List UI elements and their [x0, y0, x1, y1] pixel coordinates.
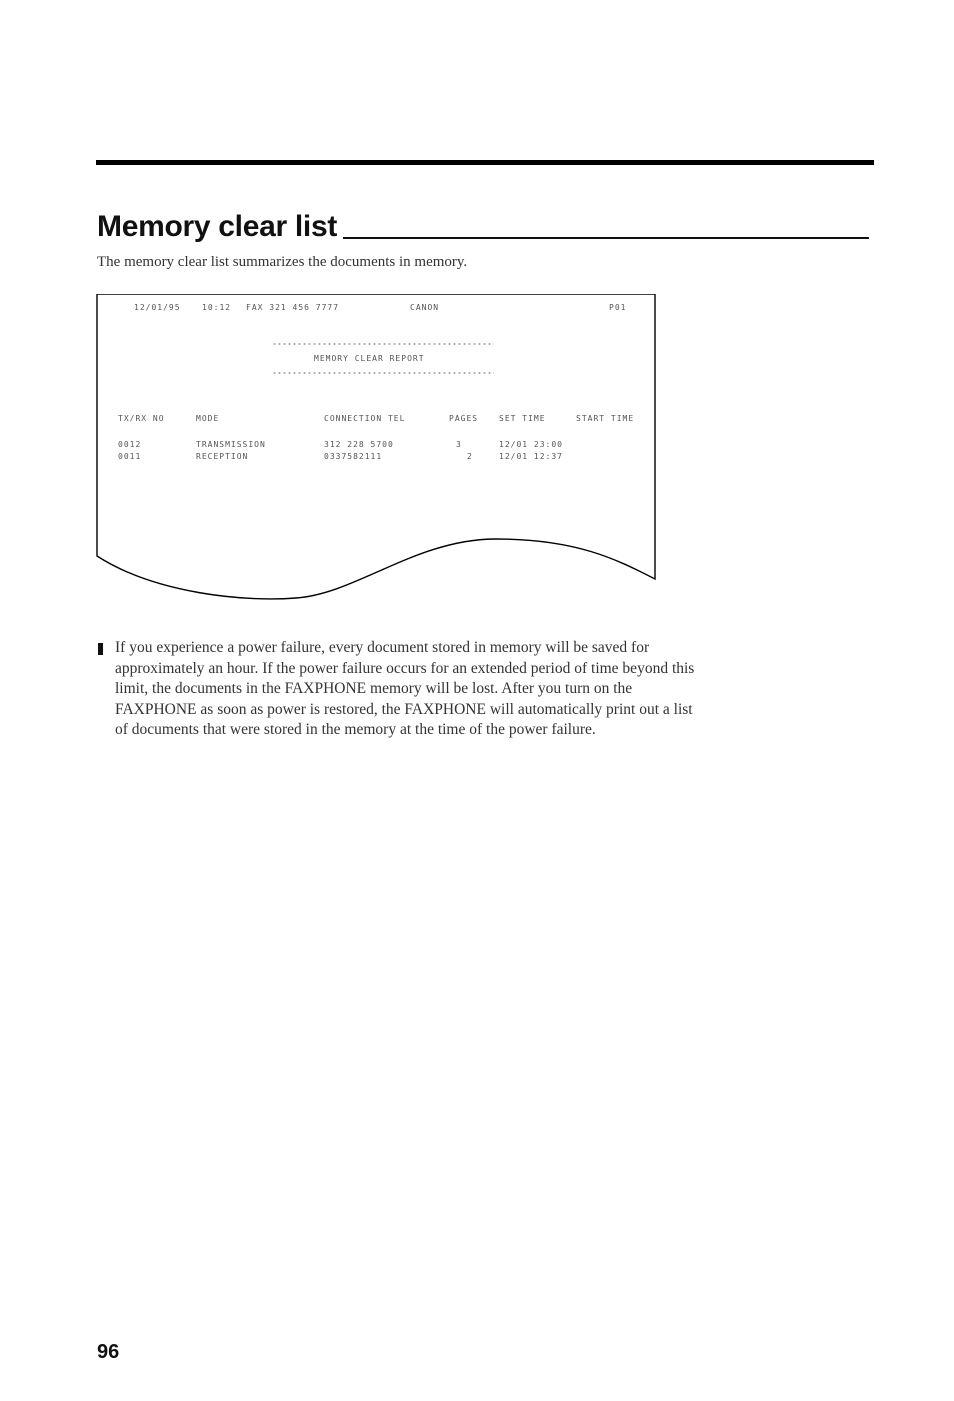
intro-text: The memory clear list summarizes the documents in memory.	[97, 254, 468, 270]
report-title-border-top	[272, 341, 494, 347]
bullet-marker	[98, 643, 103, 655]
row-2-pages: 2	[467, 452, 473, 461]
column-header-pages: PAGES	[449, 414, 479, 423]
page-number: 96	[97, 1341, 120, 1363]
column-header-mode: MODE	[196, 414, 220, 423]
memory-clear-report-illustration	[96, 294, 656, 610]
report-header-page: P01	[609, 303, 627, 312]
row-1-pages: 3	[456, 440, 462, 449]
column-header-no: TX/RX NO	[118, 414, 165, 423]
section-heading	[97, 209, 869, 245]
row-1-no: 0012	[118, 440, 142, 449]
top-rule	[96, 160, 874, 165]
row-1-tel: 312 228 5700	[324, 440, 394, 449]
row-2-tel: 0337582111	[324, 452, 383, 461]
report-header-time: 10:12	[202, 303, 232, 312]
power-failure-note-text: If you experience a power failure, every document stored in memory will be saved for approximately an hour. If the power failure occurs for an extended period of time beyond this limit, the documents in the FAXPHONE memory will be lost. After you turn on the FAXPHONE as soon as power is restored, the FAXPHONE will automatically print out a list of documents that were stored in the memory at the time of the power failure.	[115, 639, 695, 738]
column-header-start-time: START TIME	[576, 414, 635, 423]
report-header-fax: FAX 321 456 7777	[246, 303, 340, 312]
report-title-border-bottom	[272, 370, 494, 376]
row-2-mode: RECEPTION	[196, 452, 249, 461]
report-title: MEMORY CLEAR REPORT	[314, 354, 425, 363]
column-header-set-time: SET TIME	[499, 414, 546, 423]
report-header-date: 12/01/95	[134, 303, 181, 312]
section-title: Memory clear list	[97, 210, 338, 243]
column-header-tel: CONNECTION TEL	[324, 414, 406, 423]
row-2-set-time: 12/01 12:37	[499, 452, 563, 461]
title-underline	[343, 237, 869, 239]
row-1-set-time: 12/01 23:00	[499, 440, 563, 449]
row-2-no: 0011	[118, 452, 142, 461]
report-header-name: CANON	[410, 303, 440, 312]
row-1-mode: TRANSMISSION	[196, 440, 266, 449]
